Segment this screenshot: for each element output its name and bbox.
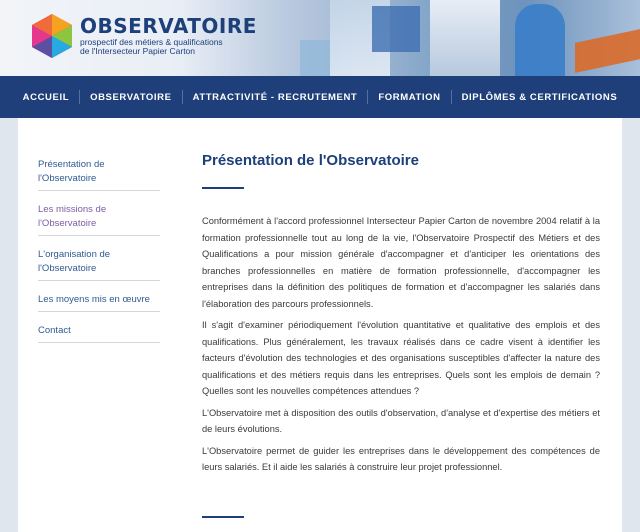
sidebar-item-missions[interactable]: Les missions de l'Observatoire [38,201,160,236]
banner-photo-shape [430,0,500,76]
banner-photo-shape [575,29,640,73]
paragraph: Conformément à l'accord professionnel Intersecteur Papier Carton de novembre 2004 relatif à la formation professionnelle tout au long de la vie, l'Observatoire Prospectif des Métiers et des Qualifications a pour mission générale d'accompagner et d'anticiper les orientations des branches professionnelles en matière de formation professionnelle, d'accompagner les entreprises dans la définition des politiques de formation et d'accompagner les salariés dans l'élaboration des parcours professionnels. [202,216,600,309]
title-underline [202,187,244,189]
paragraph: Il s'agit d'examiner périodiquement l'évolution quantitative et qualitative des emplois et des qualifications. Plus généralement, les travaux réalisés dans ce cadre visent à identifier les facteurs d'évolution des technologies et des organisations susceptibles d'affecter la nature des qualifications et des métiers requis dans les entreprises. Quels sont les emplois de demain ? Quelles sont les nouvelles compétences attendues ? [202,320,600,396]
page-title: Présentation de l'Observatoire [202,152,419,169]
nav-item-observatoire[interactable]: OBSERVATOIRE [90,91,172,103]
sidebar-item-contact[interactable]: Contact [38,322,160,343]
nav-item-formation[interactable]: FORMATION [378,91,441,103]
section-divider [202,516,244,518]
content-panel [18,118,622,532]
sidebar-item-presentation[interactable]: Présentation de l'Observatoire [38,156,160,191]
nav-item-diplomes-certifications[interactable]: DIPLÔMES & CERTIFICATIONS [461,91,618,103]
banner-photo-shape [372,6,420,52]
sidebar-menu [38,156,160,353]
site-header [0,0,640,76]
main-content [202,152,600,481]
sidebar-item-moyens[interactable]: Les moyens mis en œuvre [38,291,160,312]
paragraph: L'Observatoire permet de guider les entreprises dans le développement des compétences de leurs salariés. Et il aide les salariés à construire leur projet professionnel. [202,445,600,472]
sidebar-item-organisation[interactable]: L'organisation de l'Observatoire [38,246,160,281]
logo-title[interactable]: OBSERVATOIRE [80,14,257,38]
paragraph: L'Observatoire met à disposition des outils d'observation, d'analyse et d'expertise des métiers et de leurs évolutions. [202,407,600,434]
main-nav [0,76,640,118]
banner-photo-worker [515,4,565,76]
logo-subtitle: prospectif des métiers & qualifications de l'Intersecteur Papier Carton [80,37,223,56]
nav-item-accueil[interactable]: ACCUEIL [22,91,70,103]
logo-hexagon-icon[interactable] [28,12,76,60]
nav-item-attractivite-recrutement[interactable]: ATTRACTIVITÉ - RECRUTEMENT [192,91,358,103]
